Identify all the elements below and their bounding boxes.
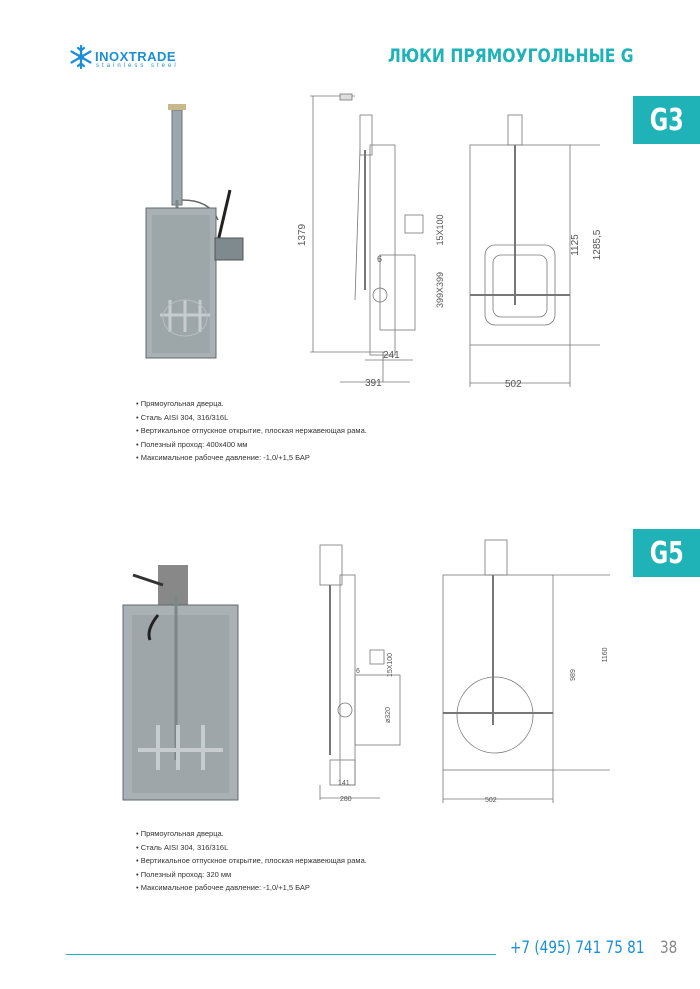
g5-dim-141: 141 (338, 780, 350, 787)
g5-dim-502: 502 (485, 797, 497, 804)
g3-dim-241: 241 (383, 350, 400, 361)
g5-dim-280: 280 (340, 796, 352, 803)
section-tab-g3: G3 (633, 96, 700, 144)
g3-dim-391: 391 (365, 378, 382, 389)
footer-phone: +7 (495) 741 75 81 (510, 938, 645, 958)
brand-tagline: stainless steel (96, 63, 179, 69)
spec-item: • Максимальное рабочее давление: -1,0/+1,5 БАР (136, 881, 367, 895)
brand-name: INOXTRADE (95, 49, 177, 64)
g5-dim-six: 6 (356, 668, 360, 675)
snowflake-logo-icon (68, 44, 94, 70)
g3-dim-detail: 15X100 (435, 214, 445, 246)
spec-item: • Прямоугольная дверца. (136, 397, 367, 411)
page-title: ЛЮКИ ПРЯМОУГОЛЬНЫЕ G (388, 45, 634, 67)
spec-item: • Прямоугольная дверца. (136, 827, 367, 841)
g3-dim-502: 502 (505, 379, 522, 390)
g3-product-photo (130, 100, 270, 370)
g3-front-drawing (460, 105, 610, 395)
g5-side-drawing (290, 535, 430, 805)
footer-divider (66, 954, 496, 955)
g5-dim-detail: 15X100 (387, 652, 394, 678)
spec-item: • Максимальное рабочее давление: -1,0/+1,5 БАР (136, 451, 367, 465)
page-number: 38 (660, 938, 678, 958)
g3-dim-opening: 399X399 (435, 271, 445, 309)
g3-side-drawing (285, 90, 445, 390)
spec-item: • Сталь AISI 304, 316/316L (136, 411, 367, 425)
g3-dim-six: 6 (377, 254, 383, 264)
spec-item: • Вертикальное отпускное открытие, плоская нержавеющая рама. (136, 854, 367, 868)
g5-front-drawing (435, 535, 615, 805)
g5-spec-list (136, 827, 367, 895)
section-tab-g5: G5 (633, 529, 700, 577)
g3-dim-height: 1379 (297, 223, 308, 247)
g5-product-photo (118, 560, 248, 810)
g3-dim-1125: 1125 (570, 234, 581, 256)
spec-item: • Вертикальное отпускное открытие, плоская нержавеющая рама. (136, 424, 367, 438)
spec-item: • Сталь AISI 304, 316/316L (136, 841, 367, 855)
g5-dim-diameter: ø320 (385, 707, 392, 723)
g3-dim-1285: 1285,5 (592, 229, 603, 261)
spec-item: • Полезный проход: 320 мм (136, 868, 367, 882)
g5-dim-989: 989 (570, 669, 577, 681)
g3-spec-list (136, 397, 367, 465)
g5-dim-1160: 1160 (602, 647, 609, 663)
spec-item: • Полезный проход: 400х400 мм (136, 438, 367, 452)
